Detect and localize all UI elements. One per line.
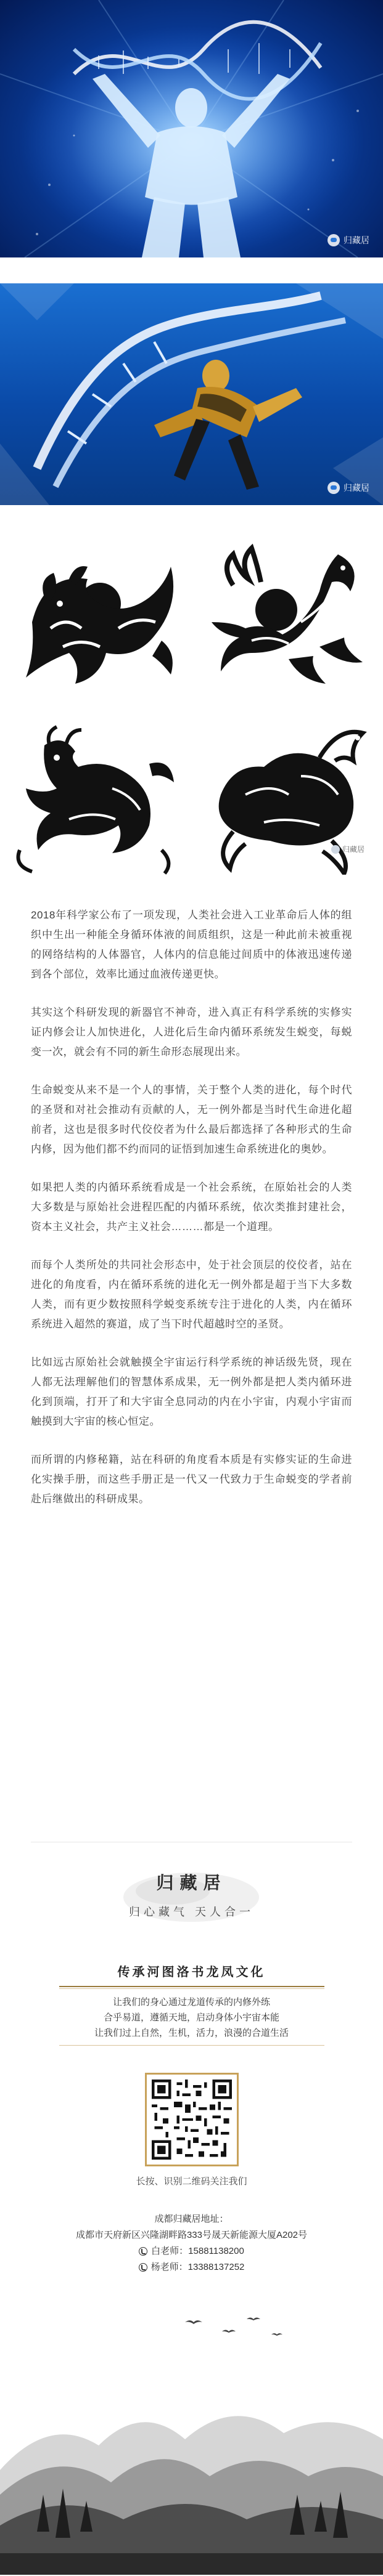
- address-label: 成都归藏居地址：: [154, 2214, 229, 2224]
- ink-landscape-icon: [0, 2310, 383, 2575]
- article-paragraph: 2018年科学家公布了一项发现，人类社会进入工业革命后人体的组织中生出一种能全身循环体液的间质组织，这是一种此前未被重视的网络结构的人体器官，人体内的信息能过间质中的体液迅速传递到各个部位，效率比通过血液传递更快。: [31, 909, 352, 980]
- dna-climber-illustration: [0, 283, 383, 505]
- wechat-icon: [327, 234, 340, 246]
- contact-text: 杨老师：13388137252: [150, 2262, 245, 2272]
- article-paragraph: 其实这个科研发现的新器官不神奇，进入真正有科学系统的实修实证内修会让人加快进化，人进化后生命内循环系统发生蜕变，每蜕变一次，就会有不同的新生命形态展现出来。: [31, 1007, 352, 1058]
- ink-wash-icon: [117, 1854, 265, 1946]
- article-paragraph: 而所谓的内修秘籍，站在科研的角度看本质是有实修实证的生命进化实操手册，而这些手册正是一代又一代致力于生命蜕变的学者前赴后继做出的科研成果。: [31, 1454, 352, 1505]
- watermark-label: 归藏居: [344, 235, 369, 245]
- totem-gallery: [0, 530, 383, 875]
- dna-figure-illustration: [0, 0, 383, 257]
- article-body: [31, 905, 352, 1528]
- hero-image-dna-figure: [0, 0, 383, 257]
- contact-row[interactable]: [31, 2259, 352, 2275]
- qr-code[interactable]: [145, 2073, 239, 2166]
- phone-icon: [139, 2263, 147, 2272]
- watermark-label: 归藏居: [344, 483, 369, 493]
- brand-slogan: 归心藏气 天人合一: [128, 1906, 254, 1918]
- phone-icon: [139, 2247, 147, 2256]
- tiger-totem-icon: [7, 530, 186, 696]
- brand-title: 归藏居: [156, 1873, 227, 1893]
- qr-code-icon: [152, 2080, 232, 2160]
- culture-line-text: 让我们过上自然，生机，活力，浪漫的合道生活: [94, 2028, 289, 2038]
- watermark: [327, 234, 369, 246]
- article-paragraph: 比如远古原始社会就触摸全宇宙运行科学系统的神话级先贤，现在人都无法理解他们的智慧体系成果，无一例外都是把人类内循环进化到顶端，打开了和大宇宙全息同动的内在小宇宙，内观小宇宙而触摸到大宇宙的核心恒定。: [31, 1356, 352, 1427]
- culture-title: 传承河图洛书龙凤文化: [117, 1966, 266, 1979]
- article-paragraph: 而每个人类所处的共同社会形态中，处于社会顶层的佼佼者，站在进化的角度看，内在循环系统的进化无一例外都是超于当下大多数人类，而有更少数按照科学蜕变系统专注于进化的人类，内在循环系统进入超然的赛道，成了当下时代超越时空的圣贤。: [31, 1259, 352, 1330]
- divider: [59, 1988, 324, 1989]
- article-paragraph: 生命蜕变从来不是一个人的事情，关于整个人类的进化，每个时代的圣贤和对社会推动有贡献的人，无一例外都是当时代生命进化超前者，这也是很多时代佼佼者为什么最后都选择了各种形式的生命内修，因为他们都不约而同的证悟到加速生命系统进化的奥妙。: [31, 1084, 352, 1155]
- footer-card: [31, 1842, 352, 2575]
- divider: [59, 1986, 324, 1987]
- dragon-totem-icon: [7, 708, 186, 875]
- birds-icon: [185, 2318, 282, 2336]
- contact-row[interactable]: [31, 2243, 352, 2259]
- phoenix-totem-icon: [196, 530, 375, 696]
- totem-watermark: [331, 844, 364, 854]
- culture-line-text: 合乎易道，遵循天地，启动身体小宇宙本能: [103, 2012, 279, 2023]
- address-text: 成都市天府新区兴隆湖畔路333号晟天新能源大厦A202号: [75, 2230, 308, 2240]
- qr-caption: 长按、识别二维码关注我们: [136, 2176, 247, 2187]
- address-block: [31, 2211, 352, 2275]
- contact-text: 白老师：15881138200: [151, 2246, 244, 2256]
- wechat-icon: [331, 845, 340, 854]
- culture-lines: [31, 1995, 352, 2041]
- culture-line-text: 让我们的身心通过龙道传承的内修外练: [112, 1997, 270, 2007]
- divider: [59, 2045, 324, 2046]
- watermark: [327, 482, 369, 494]
- hero-image-dna-climber: [0, 283, 383, 505]
- wechat-icon: [327, 482, 340, 494]
- totem-watermark-label: 归藏居: [342, 845, 364, 854]
- article-paragraph: 如果把人类的内循环系统看成是一个社会系统，在原始社会的人类大多数是与原始社会进程匹配的内循环系统，依次类推封建社会，资本主义社会，共产主义社会………都是一个道理。: [31, 1181, 352, 1233]
